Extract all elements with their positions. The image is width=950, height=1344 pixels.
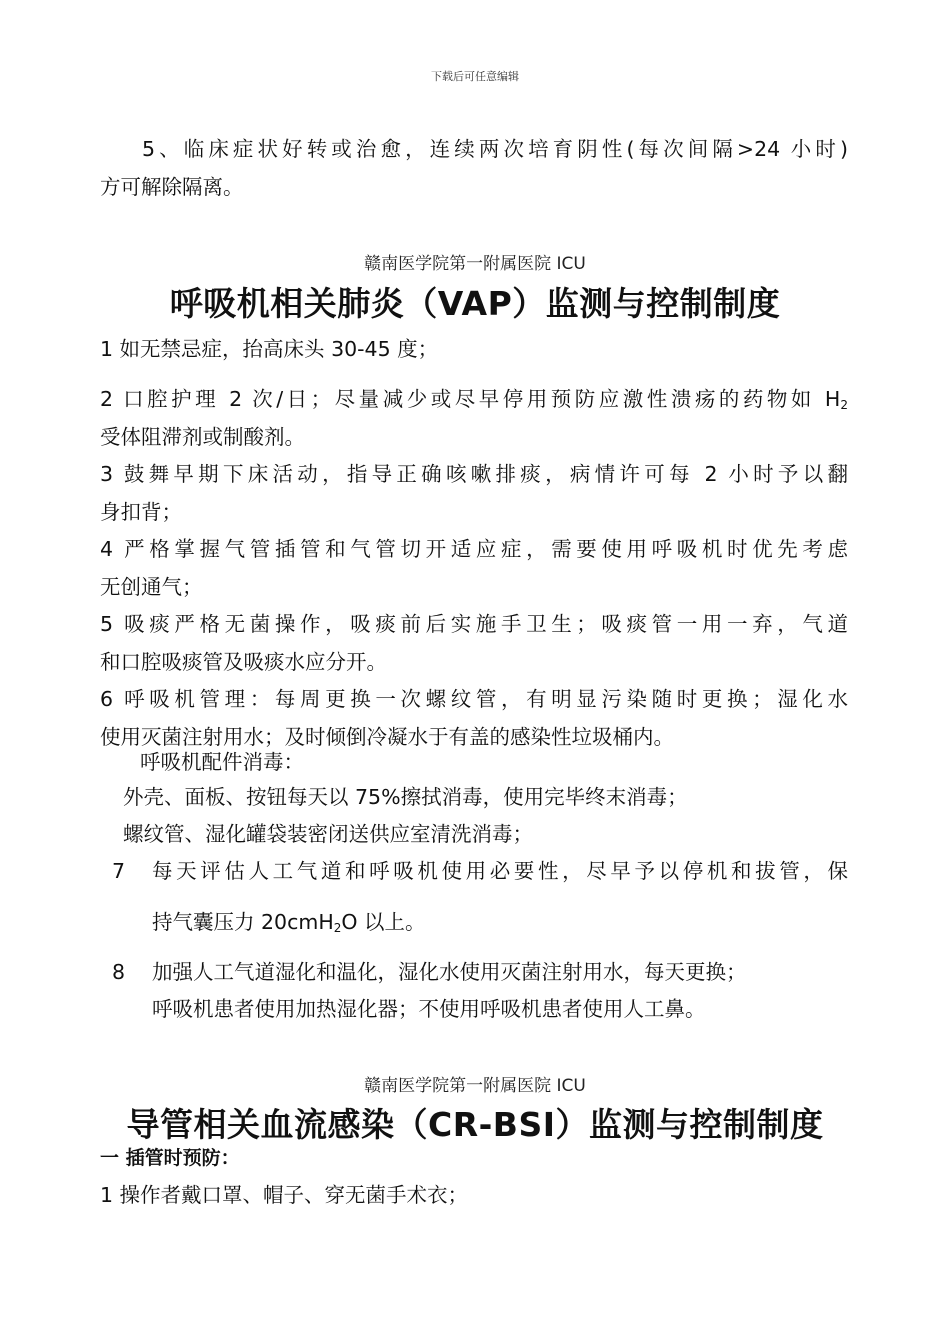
vap-item-6-line-1: 6 呼吸机管理：每周更换一次螺纹管，有明显污染随时更换；湿化水 (100, 687, 848, 711)
vap-title: 呼吸机相关肺炎（VAP）监测与控制制度 (169, 284, 781, 323)
vap-item-8-line-1: 加强人工气道湿化和温化，湿化水使用灭菌注射用水，每天更换； (152, 960, 747, 984)
crbsi-item-1: 1 操作者戴口罩、帽子、穿无菌手术衣； (100, 1183, 469, 1207)
intro-line-2: 方可解除隔离。 (100, 175, 244, 199)
vap-item-6-line-2: 使用灭菌注射用水；及时倾倒冷凝水于有盖的感染性垃圾桶内。 (100, 725, 674, 749)
vap-item-6-accessory-b: 螺纹管、湿化罐袋装密闭送供应室清洗消毒； (123, 822, 533, 846)
vap-item-7-line-1: 每天评估人工气道和呼吸机使用必要性，尽早予以停机和拔管，保 (152, 859, 848, 883)
vap-item-3-line-2: 身扣背； (100, 500, 182, 524)
download-note: 下载后可任意编辑 (431, 70, 519, 83)
vap-item-2-line-1: 2 口腔护理 2 次/日；尽量减少或尽早停用预防应激性溃疡的药物如 $H_2$ (100, 387, 848, 412)
intro-line-1: 5、临床症状好转或治愈，连续两次培育阴性(每次间隔>24 小时) (142, 137, 848, 161)
crbsi-department: 赣南医学院第一附属医院 ICU (364, 1076, 586, 1096)
vap-item-6-accessory-a: 外壳、面板、按钮每天以 75%擦拭消毒，使用完毕终末消毒； (123, 785, 688, 809)
vap-item-3-line-1: 3 鼓舞早期下床活动，指导正确咳嗽排痰，病情许可每 2 小时予以翻 (100, 462, 848, 486)
vap-item-4-line-1: 4 严格掌握气管插管和气管切开适应症，需要使用呼吸机时优先考虑 (100, 537, 848, 561)
vap-item-7-line-2: 持气囊压力 20cmH$_2$O 以上。 (152, 910, 426, 935)
crbsi-title: 导管相关血流感染（CR-BSI）监测与控制制度 (126, 1105, 824, 1144)
vap-item-1: 1 如无禁忌症，抬高床头 30-45 度； (100, 337, 439, 361)
vap-item-8-number: 8 (112, 960, 126, 984)
vap-item-7-number: 7 (112, 859, 126, 883)
vap-item-5-line-1: 5 吸痰严格无菌操作，吸痰前后实施手卫生；吸痰管一用一弃，气道 (100, 612, 848, 636)
vap-item-5-line-2: 和口腔吸痰管及吸痰水应分开。 (100, 650, 387, 674)
vap-item-6-accessory-title: 呼吸机配件消毒： (140, 750, 304, 774)
vap-item-2-line-2: 受体阻滞剂或制酸剂。 (100, 425, 305, 449)
vap-item-4-line-2: 无创通气； (100, 575, 203, 599)
vap-department: 赣南医学院第一附属医院 ICU (364, 254, 586, 274)
crbsi-subheading: 一 插管时预防： (100, 1147, 240, 1169)
vap-item-8-line-2: 呼吸机患者使用加热湿化器；不使用呼吸机患者使用人工鼻。 (152, 997, 706, 1021)
